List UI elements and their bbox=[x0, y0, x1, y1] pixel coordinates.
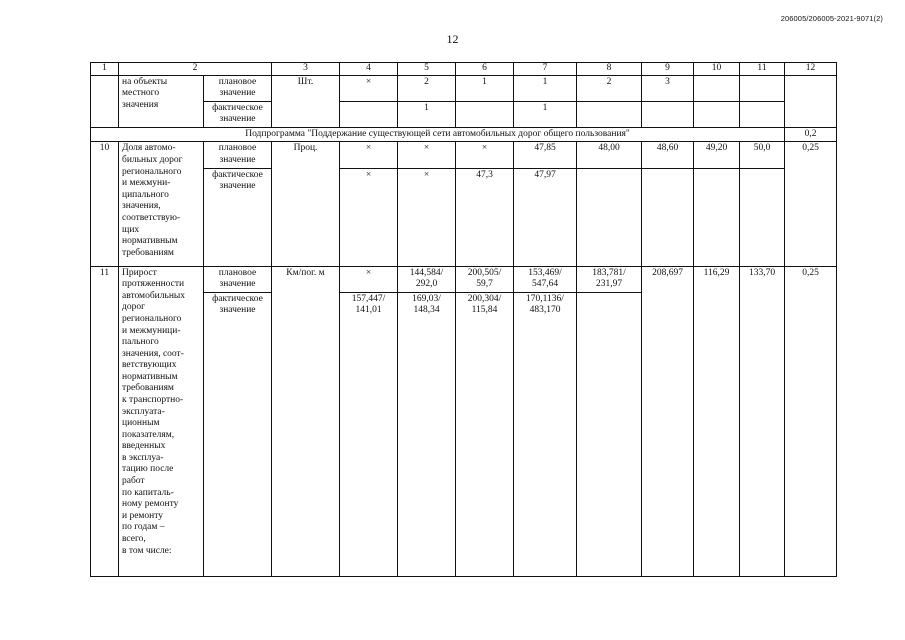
unit-cell: Проц. bbox=[272, 142, 340, 266]
header-cell: 6 bbox=[456, 63, 514, 76]
header-cell: 5 bbox=[398, 63, 456, 76]
value-cell: 183,781/ 231,97 bbox=[577, 266, 642, 292]
table-row bbox=[91, 142, 837, 168]
value-cell: 47,85 bbox=[514, 142, 577, 168]
value-cell: × bbox=[340, 142, 398, 168]
indicator-name: Прирост протяженности автомобильных дорог регионального и межмуници- пального значения, соот- ветствующих нормативным требованиям к транспортно- эксплуата- ционным показателям, введенных в эксплуа- тацию после работ по капиталь- ному ремонту и ремонту по годам – всего, в том числе: bbox=[119, 266, 204, 576]
value-cell: 48,60 bbox=[642, 142, 694, 168]
value-cell: 48,00 bbox=[577, 142, 642, 168]
header-cell: 3 bbox=[272, 63, 340, 76]
fact-value-label: фактическое значение bbox=[204, 101, 272, 127]
weight-cell: 0,25 bbox=[785, 266, 837, 576]
weight-cell: 0,25 bbox=[785, 142, 837, 266]
value-cell: 50,0 bbox=[740, 142, 785, 168]
value-cell: 157,447/ 141,01 bbox=[340, 292, 398, 576]
value-cell bbox=[694, 101, 740, 127]
column-number-row bbox=[91, 63, 837, 76]
value-cell: 208,697 bbox=[642, 266, 694, 576]
page-number: 12 bbox=[446, 32, 459, 46]
unit-cell: Км/пог. м bbox=[272, 266, 340, 576]
value-cell: 47,3 bbox=[456, 168, 514, 266]
indicator-name: на объекты местного значения bbox=[119, 75, 204, 127]
value-cell bbox=[694, 168, 740, 266]
value-cell: 144,584/ 292,0 bbox=[398, 266, 456, 292]
document-registration-number: 206005/206005-2021-9071(2) bbox=[780, 14, 883, 23]
value-cell bbox=[642, 168, 694, 266]
value-cell: 47,97 bbox=[514, 168, 577, 266]
value-cell: 2 bbox=[577, 75, 642, 101]
value-cell: × bbox=[398, 168, 456, 266]
value-cell: 200,304/ 115,84 bbox=[456, 292, 514, 576]
fact-value-label: фактическое значение bbox=[204, 292, 272, 576]
value-cell: 1 bbox=[514, 101, 577, 127]
subprogram-weight: 0,2 bbox=[785, 127, 837, 142]
value-cell bbox=[740, 101, 785, 127]
value-cell bbox=[340, 101, 398, 127]
row-number-cell bbox=[91, 75, 119, 127]
value-cell bbox=[577, 168, 642, 266]
value-cell: 169,03/ 148,34 bbox=[398, 292, 456, 576]
value-cell: 3 bbox=[642, 75, 694, 101]
header-cell: 2 bbox=[119, 63, 272, 76]
value-cell: × bbox=[340, 75, 398, 101]
subprogram-title: Подпрограмма "Поддержание существующей сети автомобильных дорог общего пользования" bbox=[91, 127, 785, 142]
value-cell: 49,20 bbox=[694, 142, 740, 168]
header-cell: 11 bbox=[740, 63, 785, 76]
value-cell: 153,469/ 547,64 bbox=[514, 266, 577, 292]
row-number-cell: 11 bbox=[91, 266, 119, 576]
value-cell: 1 bbox=[456, 75, 514, 101]
value-cell: 1 bbox=[398, 101, 456, 127]
value-cell: × bbox=[456, 142, 514, 168]
value-cell: 170,1136/ 483,170 bbox=[514, 292, 577, 576]
value-cell: × bbox=[340, 266, 398, 292]
header-cell: 7 bbox=[514, 63, 577, 76]
plan-value-label: плановое значение bbox=[204, 266, 272, 292]
value-cell: × bbox=[340, 168, 398, 266]
fact-value-label: фактическое значение bbox=[204, 168, 272, 266]
unit-cell: Шт. bbox=[272, 75, 340, 127]
value-cell: × bbox=[398, 142, 456, 168]
header-cell: 9 bbox=[642, 63, 694, 76]
indicator-name: Доля автомо- бильных дорог регионального и межмуни- ципального значения, соответствую- щих нормативным требованиям bbox=[119, 142, 204, 266]
value-cell bbox=[740, 75, 785, 101]
value-cell bbox=[694, 75, 740, 101]
table-row bbox=[91, 266, 837, 292]
value-cell: 133,70 bbox=[740, 266, 785, 576]
value-cell bbox=[577, 292, 642, 576]
value-cell bbox=[740, 168, 785, 266]
plan-value-label: плановое значение bbox=[204, 75, 272, 101]
subprogram-row bbox=[91, 127, 837, 142]
value-cell: 1 bbox=[514, 75, 577, 101]
value-cell: 200,505/ 59,7 bbox=[456, 266, 514, 292]
value-cell bbox=[642, 101, 694, 127]
header-cell: 10 bbox=[694, 63, 740, 76]
value-cell: 116,29 bbox=[694, 266, 740, 576]
row-number-cell: 10 bbox=[91, 142, 119, 266]
value-cell bbox=[577, 101, 642, 127]
header-cell: 12 bbox=[785, 63, 837, 76]
header-cell: 4 bbox=[340, 63, 398, 76]
value-cell: 2 bbox=[398, 75, 456, 101]
header-cell: 1 bbox=[91, 63, 119, 76]
table-row bbox=[91, 75, 837, 101]
plan-value-label: плановое значение bbox=[204, 142, 272, 168]
value-cell bbox=[456, 101, 514, 127]
weight-cell bbox=[785, 75, 837, 127]
header-cell: 8 bbox=[577, 63, 642, 76]
indicators-table bbox=[90, 62, 837, 577]
